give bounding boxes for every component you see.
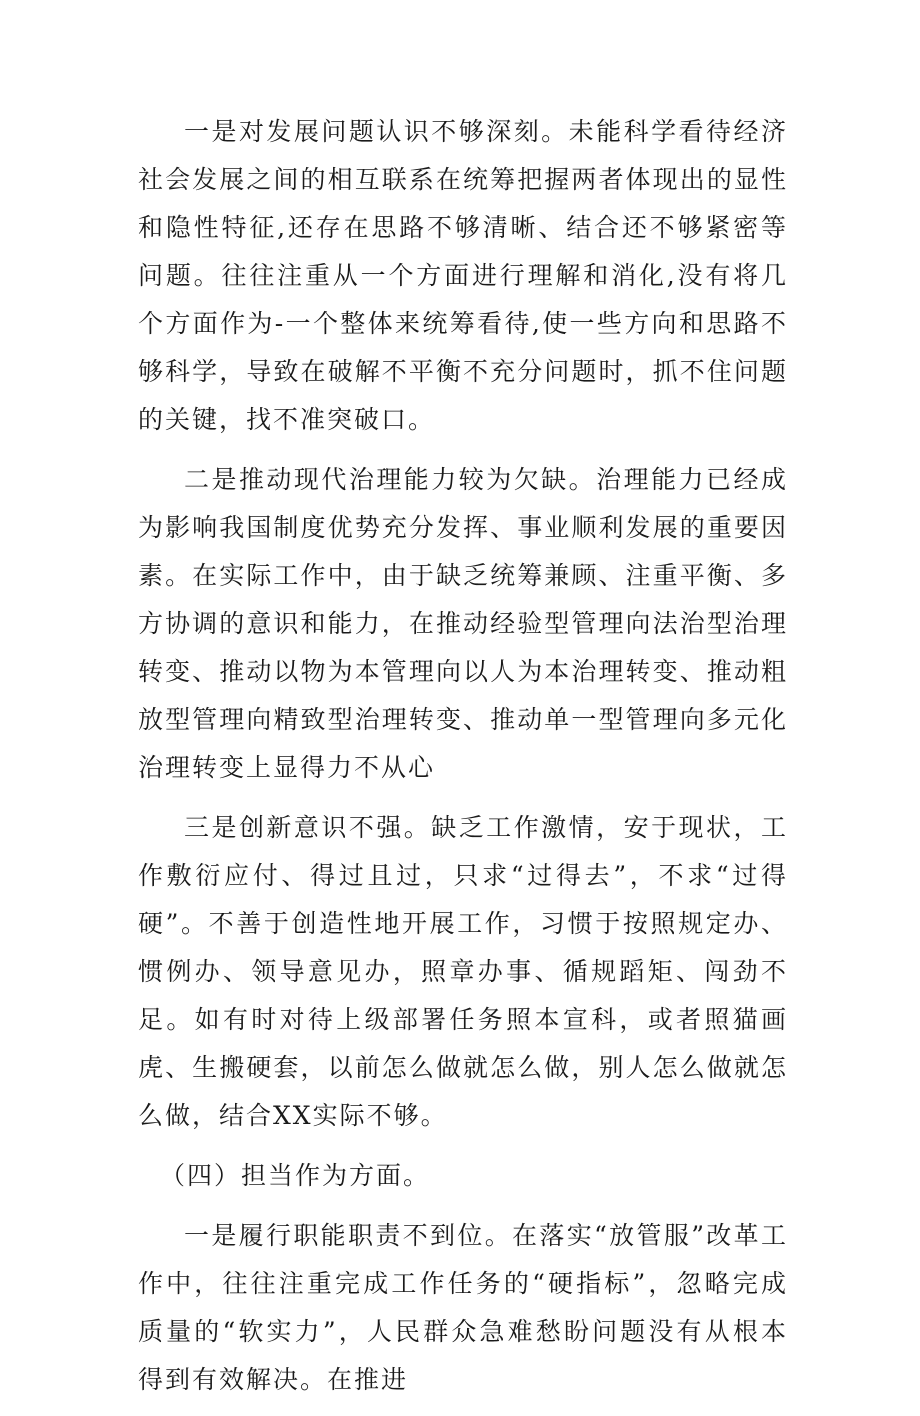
paragraph-governance-capacity: 二是推动现代治理能力较为欠缺。治理能力已经成为影响我国制度优势充分发挥、事业顺利发展的重要因素。在实际工作中，由于缺乏统筹兼顾、注重平衡、多方协调的意识和能力，在推动经验型管理向法治型治理转变、推动以物为本管理向以人为本治理转变、推动粗放型管理向精致型治理转变、推动单一型管理向多元化治理转变上显得力不从心 [138, 465, 788, 782]
paragraph-duty-performance: 一是履行职能职责不到位。在落实“放管服”改革工作中，往往注重完成工作任务的“硬指标”，忽略完成质量的“软实力”，人民群众急难愁盼问题没有从根本得到有效解决。在推进 [138, 1221, 788, 1394]
paragraph-innovation-awareness: 三是创新意识不强。缺乏工作激情，安于现状，工作敷衍应付、得过且过，只求“过得去”，不求“过得硬”。不善于创造性地开展工作，习惯于按照规定办、惯例办、领导意见办，照章办事、循规蹈矩、闯劲不足。如有时对待上级部署任务照本宣科，或者照猫画虎、生搬硬套，以前怎么做就怎么做，别人怎么做就怎么做，结合XX实际不够。 [138, 813, 788, 1130]
section-heading-responsibility: （四）担当作为方面。 [160, 1161, 431, 1190]
document-body [138, 108, 788, 1416]
paragraph-development-issues: 一是对发展问题认识不够深刻。未能科学看待经济社会发展之间的相互联系在统筹把握两者体现出的显性和隐性特征,还存在思路不够清晰、结合还不够紧密等问题。往往注重从一个方面进行理解和消化,没有将几个方面作为-一个整体来统筹看待,使一些方向和思路不够科学，导致在破解不平衡不充分问题时，抓不住问题的关键，找不准突破口。 [138, 117, 788, 434]
